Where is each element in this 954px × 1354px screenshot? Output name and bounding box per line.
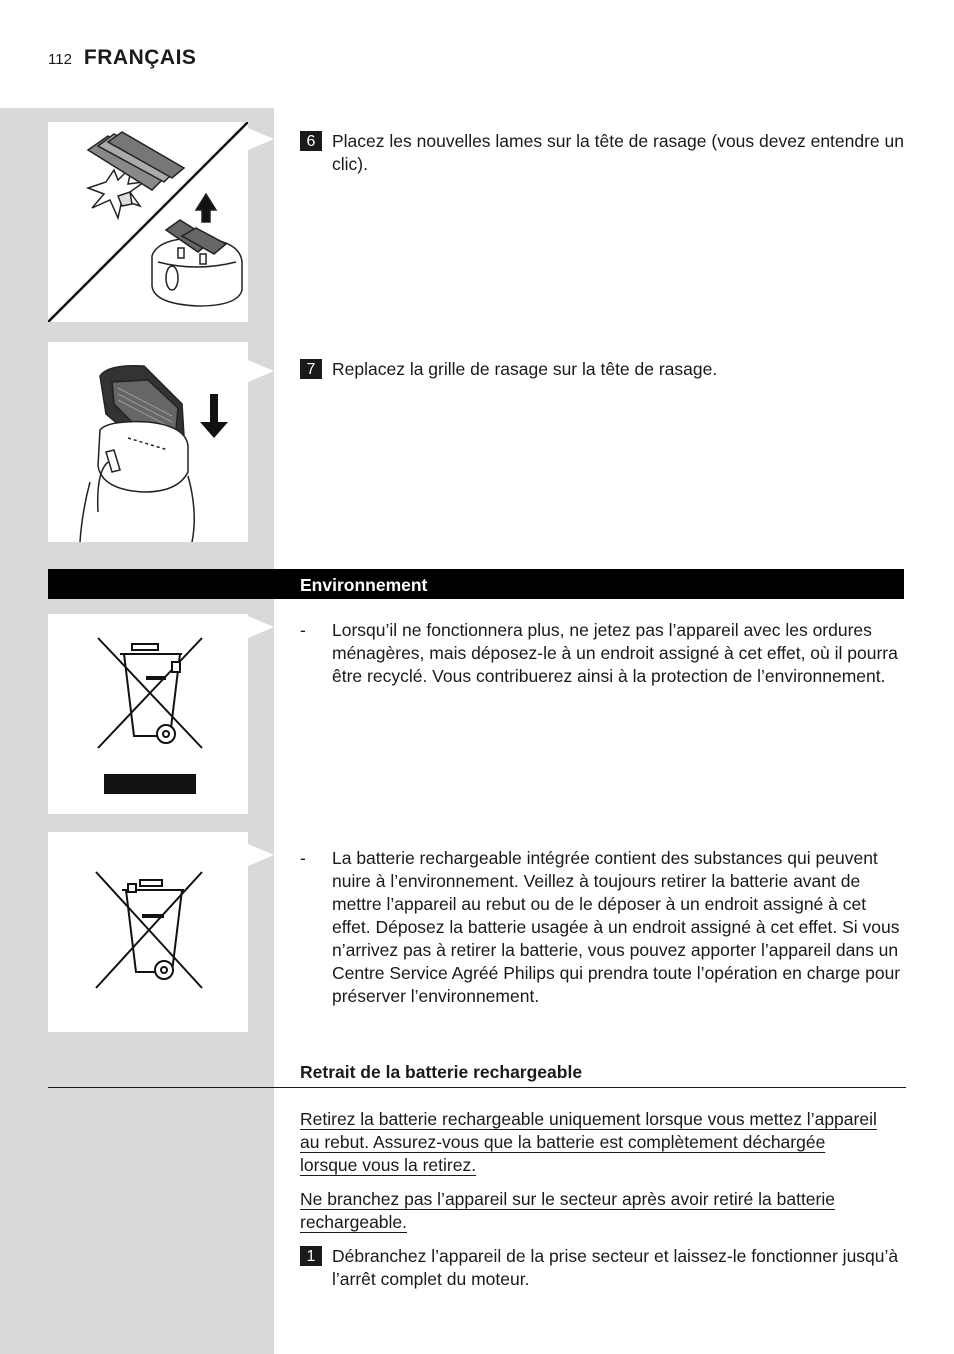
bullet-text: La batterie rechargeable intégrée contient des substances qui peuvent nuire à l’environnement. Veillez à toujours retirer la batterie avant de mettre l’appareil au rebut ou de le déposer à un endroit assigné à cet effet. Déposez la batterie usagée à un endroit assigné à cet effet. Si vous n’arrivez pas à retirer la batterie, vous pouvez apporter l’appareil dans un Centre Service Agréé Philips qui prendra toute l’opération en charge pour préserver l’environnement. [332,848,901,1006]
step-7 [300,358,906,381]
figure-pointer [248,844,274,866]
foil-replace-illustration [48,342,248,542]
page-header [48,46,196,70]
heading-rule [48,1087,906,1088]
page-number: 112 [48,51,72,68]
dash-marker: - [300,620,306,640]
figure-pointer [248,360,274,382]
environment-bullet-1 [300,619,906,688]
step-number: 7 [300,359,322,379]
crossed-bin-icon [48,614,248,814]
step-6 [300,130,906,176]
figure-pointer [248,128,274,150]
step-text: Placez les nouvelles lames sur la tête de rasage (vous devez entendre un clic). [332,131,904,174]
bullet-text: Lorsqu’il ne fonctionnera plus, ne jetez pas l’appareil avec les ordures ménagères, mais déposez-le à un endroit assigné à cet effet, où il pourra être recyclé. Vous contribuerez ainsi à la protection de l’environnement. [332,620,898,686]
step-text: Replacez la grille de rasage sur la tête de rasage. [332,359,718,379]
blade-replace-illustration [48,122,248,322]
step-number: 1 [300,1246,322,1266]
section-heading-bar [48,569,904,599]
warning-1 [300,1108,882,1177]
section-heading: Environnement [300,575,428,595]
language-title: FRANÇAIS [83,46,197,69]
warning-text: Ne branchez pas l’appareil sur le secteur après avoir retiré la batterie rechargeable. [300,1189,835,1232]
step-text: Débranchez l’appareil de la prise secteur et laissez-le fonctionner jusqu’à l’arrêt complet du moteur. [332,1246,899,1289]
figure-pointer [248,616,274,638]
step-1 [300,1245,906,1291]
warning-text: Retirez la batterie rechargeable uniquement lorsque vous mettez l’appareil au rebut. Assurez-vous que la batterie est complètement déchargée lorsque vous la retirez. [300,1109,877,1175]
crossed-bin-battery-icon [48,832,248,1032]
environment-bullet-2 [300,847,906,1008]
subsection-heading: Retrait de la batterie rechargeable [300,1062,583,1082]
dash-marker: - [300,848,306,868]
step-number: 6 [300,131,322,151]
warning-2 [300,1188,882,1234]
